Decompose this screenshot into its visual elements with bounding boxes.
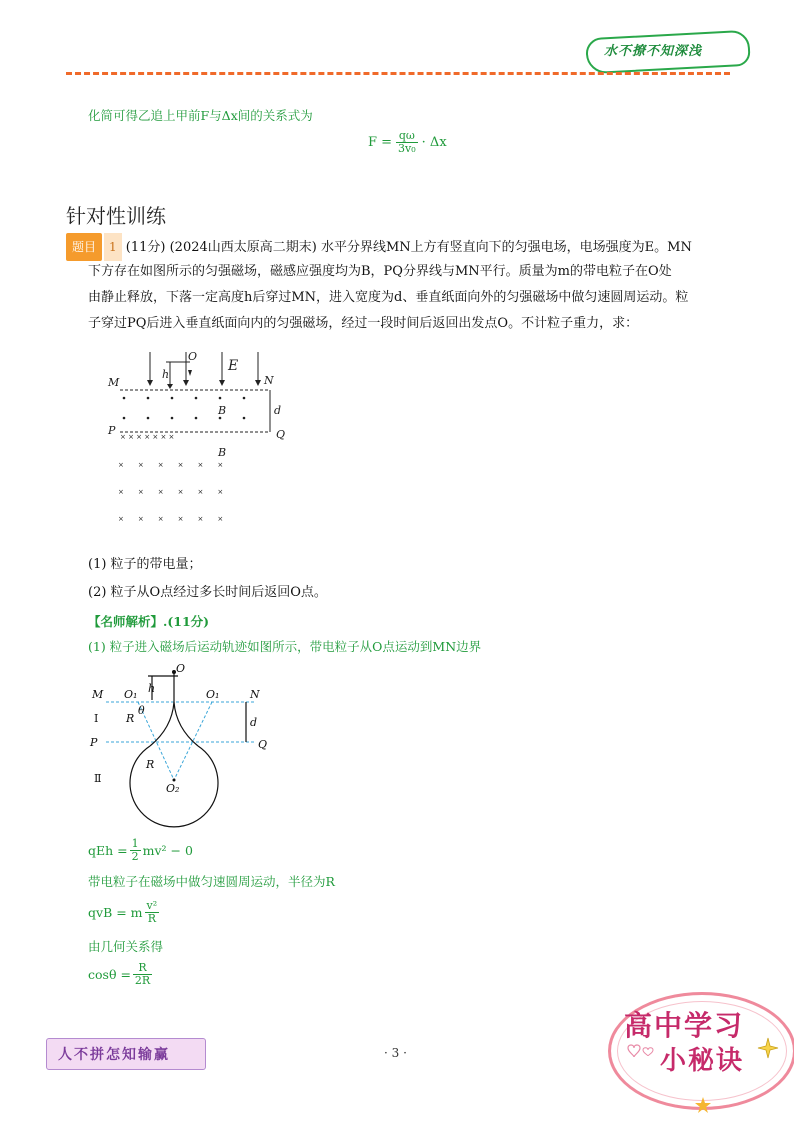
fig2-label-O2: O₂ xyxy=(166,782,180,795)
fig1-label-N: N xyxy=(264,374,274,387)
section-title: 针对性训练 xyxy=(66,204,166,228)
formula-rhs: · Δx xyxy=(421,135,447,150)
eq1-rhs: mv² − 0 xyxy=(142,843,193,858)
eq2-lhs: qvB = m xyxy=(88,905,143,920)
eq3-den: 2R xyxy=(134,974,151,987)
equation-1 xyxy=(88,838,193,863)
question-number: 1 xyxy=(104,233,122,261)
logo-line-2: 小秘诀 xyxy=(660,1046,745,1076)
eq2-den: R xyxy=(147,912,156,925)
fig2-label-I: Ⅰ xyxy=(94,712,99,725)
fig2-label-Q: Q xyxy=(258,738,268,751)
fig1-label-O: O xyxy=(188,350,198,363)
formula-fraction xyxy=(396,130,418,155)
eq1-num: 1 xyxy=(131,837,139,850)
eq2-num: v² xyxy=(146,899,158,912)
question-line-1 xyxy=(66,233,736,261)
fig1-label-P: P xyxy=(108,424,116,437)
fig1-label-B1: B xyxy=(218,404,227,417)
intro-formula xyxy=(368,130,447,155)
fig2-label-O: O xyxy=(176,662,186,675)
eq3-num: R xyxy=(133,962,152,975)
sparkle-icon xyxy=(756,1036,780,1060)
question-sub-2: (2) 粒子从O点经过多长时间后返回O点。 xyxy=(88,585,327,600)
eq3-lhs: cosθ = xyxy=(88,967,131,982)
eq1-fraction xyxy=(130,838,141,863)
fig2-label-O1-left: O₁ xyxy=(124,688,138,701)
fig2-label-M: M xyxy=(92,688,104,701)
formula-den: 3v₀ xyxy=(398,142,416,155)
fig2-label-h: h xyxy=(148,682,156,695)
fig1-label-M: M xyxy=(108,376,120,389)
fig1-label-h: h xyxy=(162,368,170,381)
star-icon xyxy=(694,1096,712,1114)
fig2-label-O1-right: O₁ xyxy=(206,688,220,701)
solution-line-3: 由几何关系得 xyxy=(88,939,164,954)
intro-text: 化简可得乙追上甲前F与Δx间的关系式为 xyxy=(88,108,313,123)
solution-line-2: 带电粒子在磁场中做匀速圆周运动，半径为R xyxy=(88,874,335,889)
eq3-fraction xyxy=(133,962,152,987)
question-figure xyxy=(100,346,300,536)
solution-figure xyxy=(86,660,286,830)
svg-text:××××××: ×××××× xyxy=(118,488,238,496)
question-tag: 题目 xyxy=(66,233,102,261)
question-text-1: (11分) (2024山西太原高二期末) 水平分界线MN上方有竖直向下的匀强电场，电场强度为E。MN xyxy=(125,240,692,255)
question-line-3: 由静止释放，下落一定高度h后穿过MN，进入宽度为d、垂直纸面向外的匀强磁场中做匀速圆周运动。粒 xyxy=(88,290,689,305)
header-badge-text: 水不撩不知深浅 xyxy=(604,44,703,59)
eq2-fraction xyxy=(145,900,160,925)
footer-badge-text: 人不拼怎知输赢 xyxy=(58,1047,170,1063)
formula-num: qω xyxy=(396,130,418,143)
fig2-label-R1: R xyxy=(126,712,135,725)
header-divider xyxy=(66,72,730,75)
formula-lhs: F = xyxy=(368,135,393,150)
logo-line-1: 高中学习 xyxy=(624,1009,745,1042)
fig2-label-R2: R xyxy=(146,758,155,771)
fig2-label-II: Ⅱ xyxy=(94,772,102,785)
page-number: · 3 · xyxy=(384,1046,407,1060)
heart-icon xyxy=(626,1042,656,1062)
svg-text:××××××: ×××××× xyxy=(118,515,238,523)
fig1-label-d: d xyxy=(274,404,282,417)
equation-3 xyxy=(88,962,152,987)
fig1-label-E: E xyxy=(228,358,239,374)
fig1-label-B2: B xyxy=(218,446,227,459)
fig2-label-theta: θ xyxy=(138,704,145,717)
solution-heading: 【名师解析】.(11分) xyxy=(88,614,210,629)
svg-text:× × × × × × ×: × × × × × × × xyxy=(120,433,175,441)
question-sub-1: (1) 粒子的带电量； xyxy=(88,557,202,572)
solution-line-1: (1) 粒子进入磁场后运动轨迹如图所示，带电粒子从O点运动到MN边界 xyxy=(88,639,482,654)
question-line-4: 子穿过PQ后进入垂直纸面向内的匀强磁场，经过一段时间后返回出发点O。不计粒子重力，求： xyxy=(88,316,639,331)
eq1-den: 2 xyxy=(131,850,139,863)
equation-2 xyxy=(88,900,159,925)
question-line-2: 下方存在如图所示的匀强磁场，磁感应强度均为B，PQ分界线与MN平行。质量为m的带电粒子在O处 xyxy=(88,264,672,279)
fig2-label-d: d xyxy=(250,716,258,729)
fig2-label-P: P xyxy=(90,736,98,749)
fig2-label-N: N xyxy=(250,688,260,701)
svg-text:××××××: ×××××× xyxy=(118,461,238,469)
eq1-lhs: qEh = xyxy=(88,843,128,858)
fig1-label-Q: Q xyxy=(276,428,286,441)
